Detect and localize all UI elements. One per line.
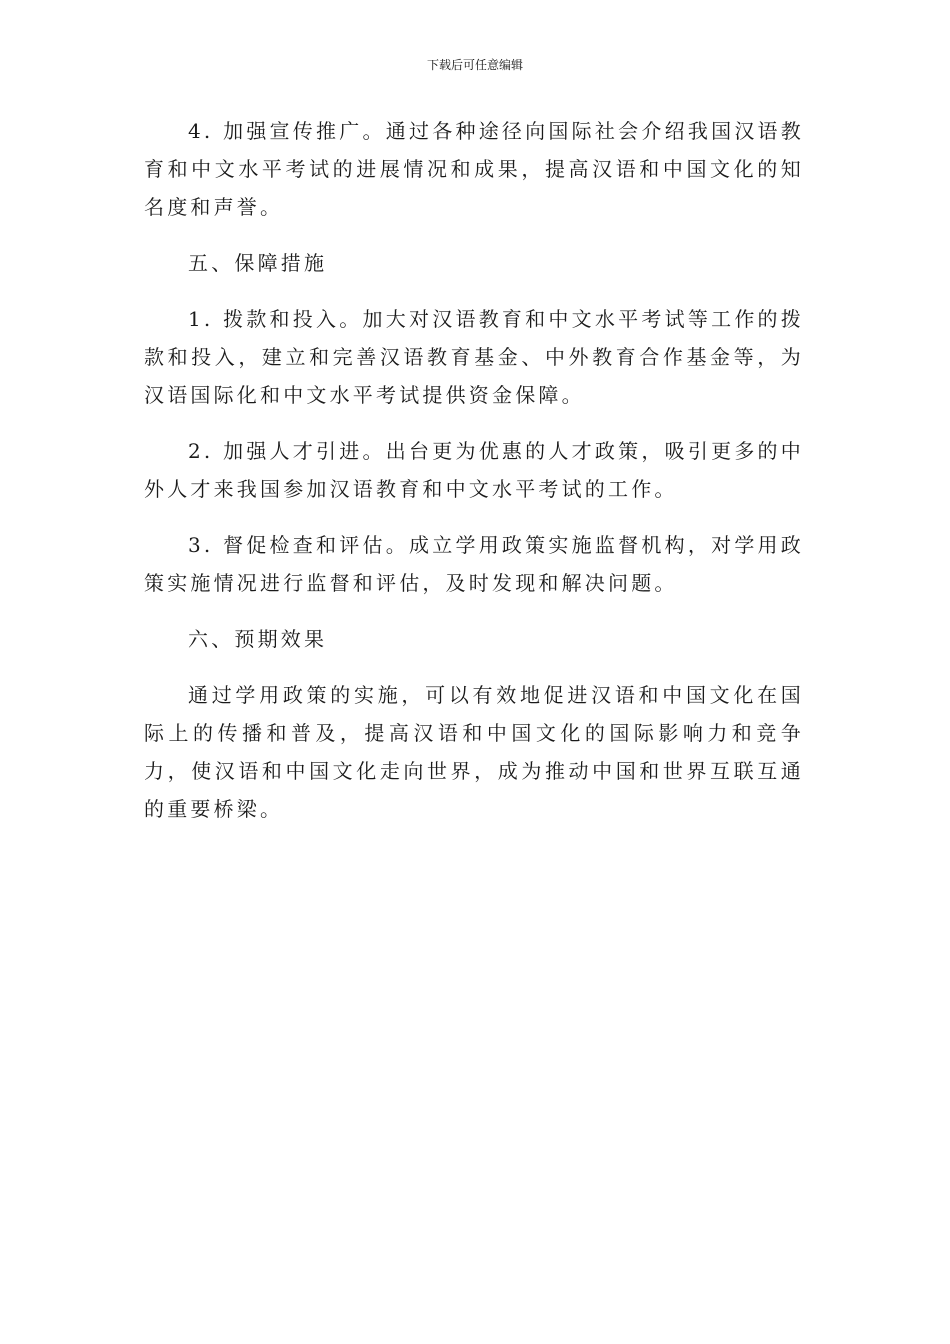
section-heading-safeguards: 五、保障措施: [188, 251, 328, 275]
page-header-note: 下载后可任意编辑: [426, 58, 523, 72]
paragraph-publicity: 4. 加强宣传推广。通过各种途径向国际社会介绍我国汉语教育和中文水平考试的进展情况和成果，提高汉语和中国文化的知名度和声誉。: [144, 119, 804, 219]
document-body: [144, 112, 804, 846]
paragraph-funding: 1. 拨款和投入。加大对汉语教育和中文水平考试等工作的拨款和投入，建立和完善汉语教育基金、中外教育合作基金等，为汉语国际化和中文水平考试提供资金保障。: [144, 307, 804, 407]
paragraph-talent: 2. 加强人才引进。出台更为优惠的人才政策，吸引更多的中外人才来我国参加汉语教育和中文水平考试的工作。: [144, 439, 804, 501]
paragraph-expected-effects: 通过学用政策的实施，可以有效地促进汉语和中国文化在国际上的传播和普及，提高汉语和中国文化的国际影响力和竞争力，使汉语和中国文化走向世界，成为推动中国和世界互联互通的重要桥梁。: [144, 683, 804, 821]
paragraph-supervision: 3. 督促检查和评估。成立学用政策实施监督机构，对学用政策实施情况进行监督和评估，及时发现和解决问题。: [144, 533, 804, 595]
section-heading-expected-effects: 六、预期效果: [188, 627, 328, 651]
